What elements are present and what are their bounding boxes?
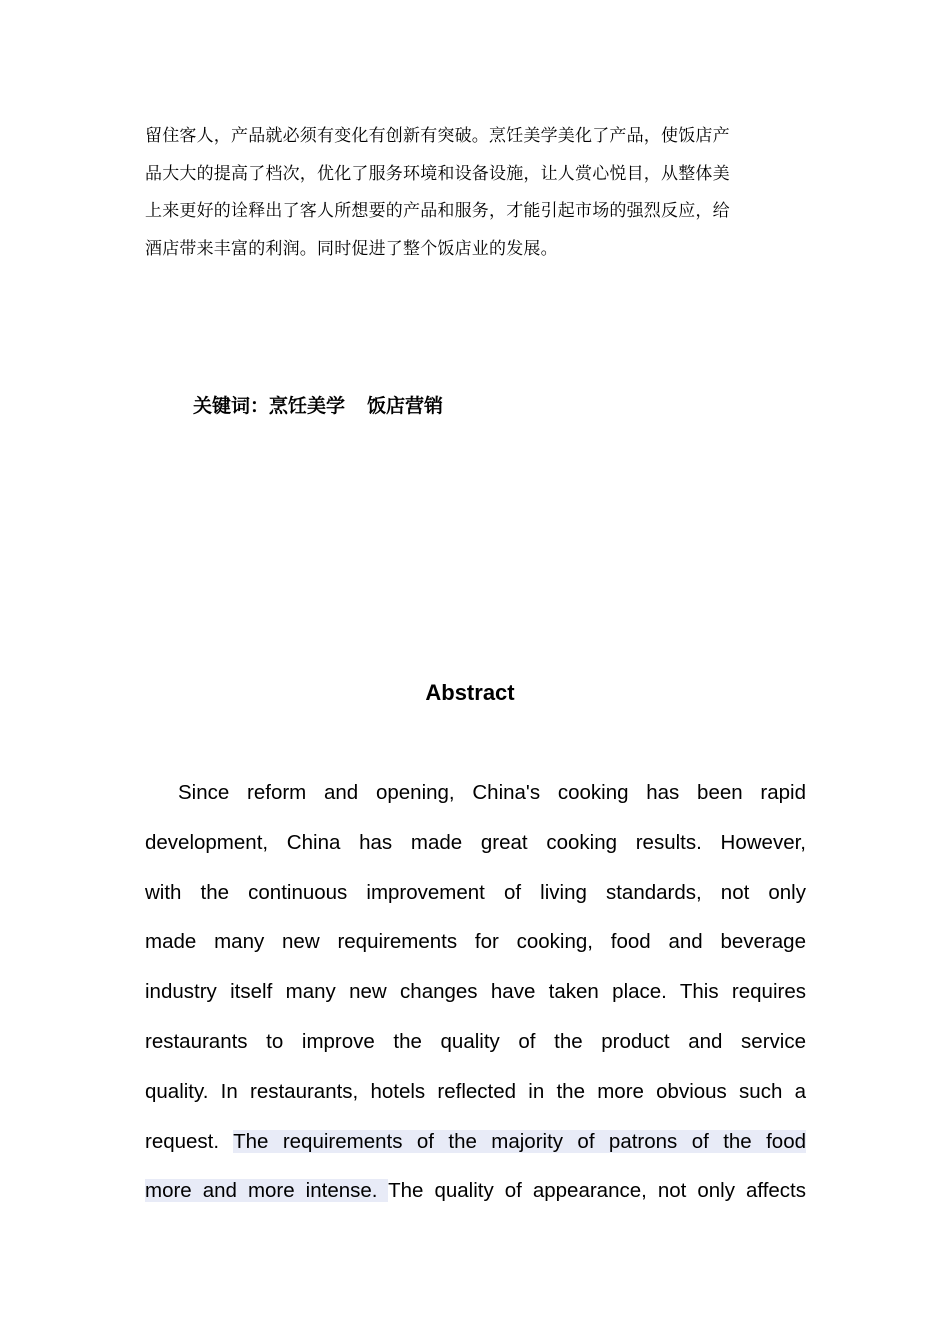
abstract-line-4: made many new requirements for cooking, food and beverage: [145, 930, 806, 954]
chinese-line-3: 上来更好的诠释出了客人所想要的产品和服务，才能引起市场的强烈反应，给: [145, 201, 730, 221]
chinese-line-1: 留住客人，产品就必须有变化有创新有突破。烹饪美学美化了产品，使饭店产: [145, 126, 730, 146]
chinese-body-paragraph: [145, 118, 807, 268]
abstract-line-8-text: request.: [145, 1129, 234, 1153]
abstract-line-3: with the continuous improvement of living standards, not only: [145, 880, 806, 904]
keywords-line: [193, 390, 443, 422]
highlighted-text: The requirements of the majority of patrons of the food: [233, 1129, 806, 1153]
abstract-line-8: [145, 1117, 806, 1167]
abstract-line-5: industry itself many new changes have taken place. This requires: [145, 980, 806, 1004]
abstract-line-2: development, China has made great cooking results. However,: [145, 830, 806, 854]
abstract-line-9-text: The quality of appearance, not only affects: [388, 1179, 806, 1203]
abstract-line-9: [145, 1166, 806, 1216]
keyword-item: 饭店营销: [367, 395, 444, 417]
keyword-item: 烹饪美学: [269, 395, 346, 417]
abstract-line-1: Since reform and opening, China's cooking has been rapid: [178, 781, 806, 804]
abstract-line-6: restaurants to improve the quality of the product and service: [145, 1029, 806, 1053]
keywords-label: 关键词：: [193, 395, 270, 417]
chinese-line-2: 品大大的提高了档次，优化了服务环境和设备设施，让人赏心悦目，从整体美: [145, 163, 730, 184]
highlighted-text: more and more intense.: [145, 1179, 389, 1203]
abstract-body-paragraph: [145, 768, 806, 1216]
chinese-line-4: 酒店带来丰富的利润。同时促进了整个饭店业的发展。: [145, 238, 558, 259]
abstract-line-7: quality. In restaurants, hotels reflected in the more obvious such a: [145, 1079, 806, 1103]
abstract-heading: Abstract: [425, 680, 515, 705]
